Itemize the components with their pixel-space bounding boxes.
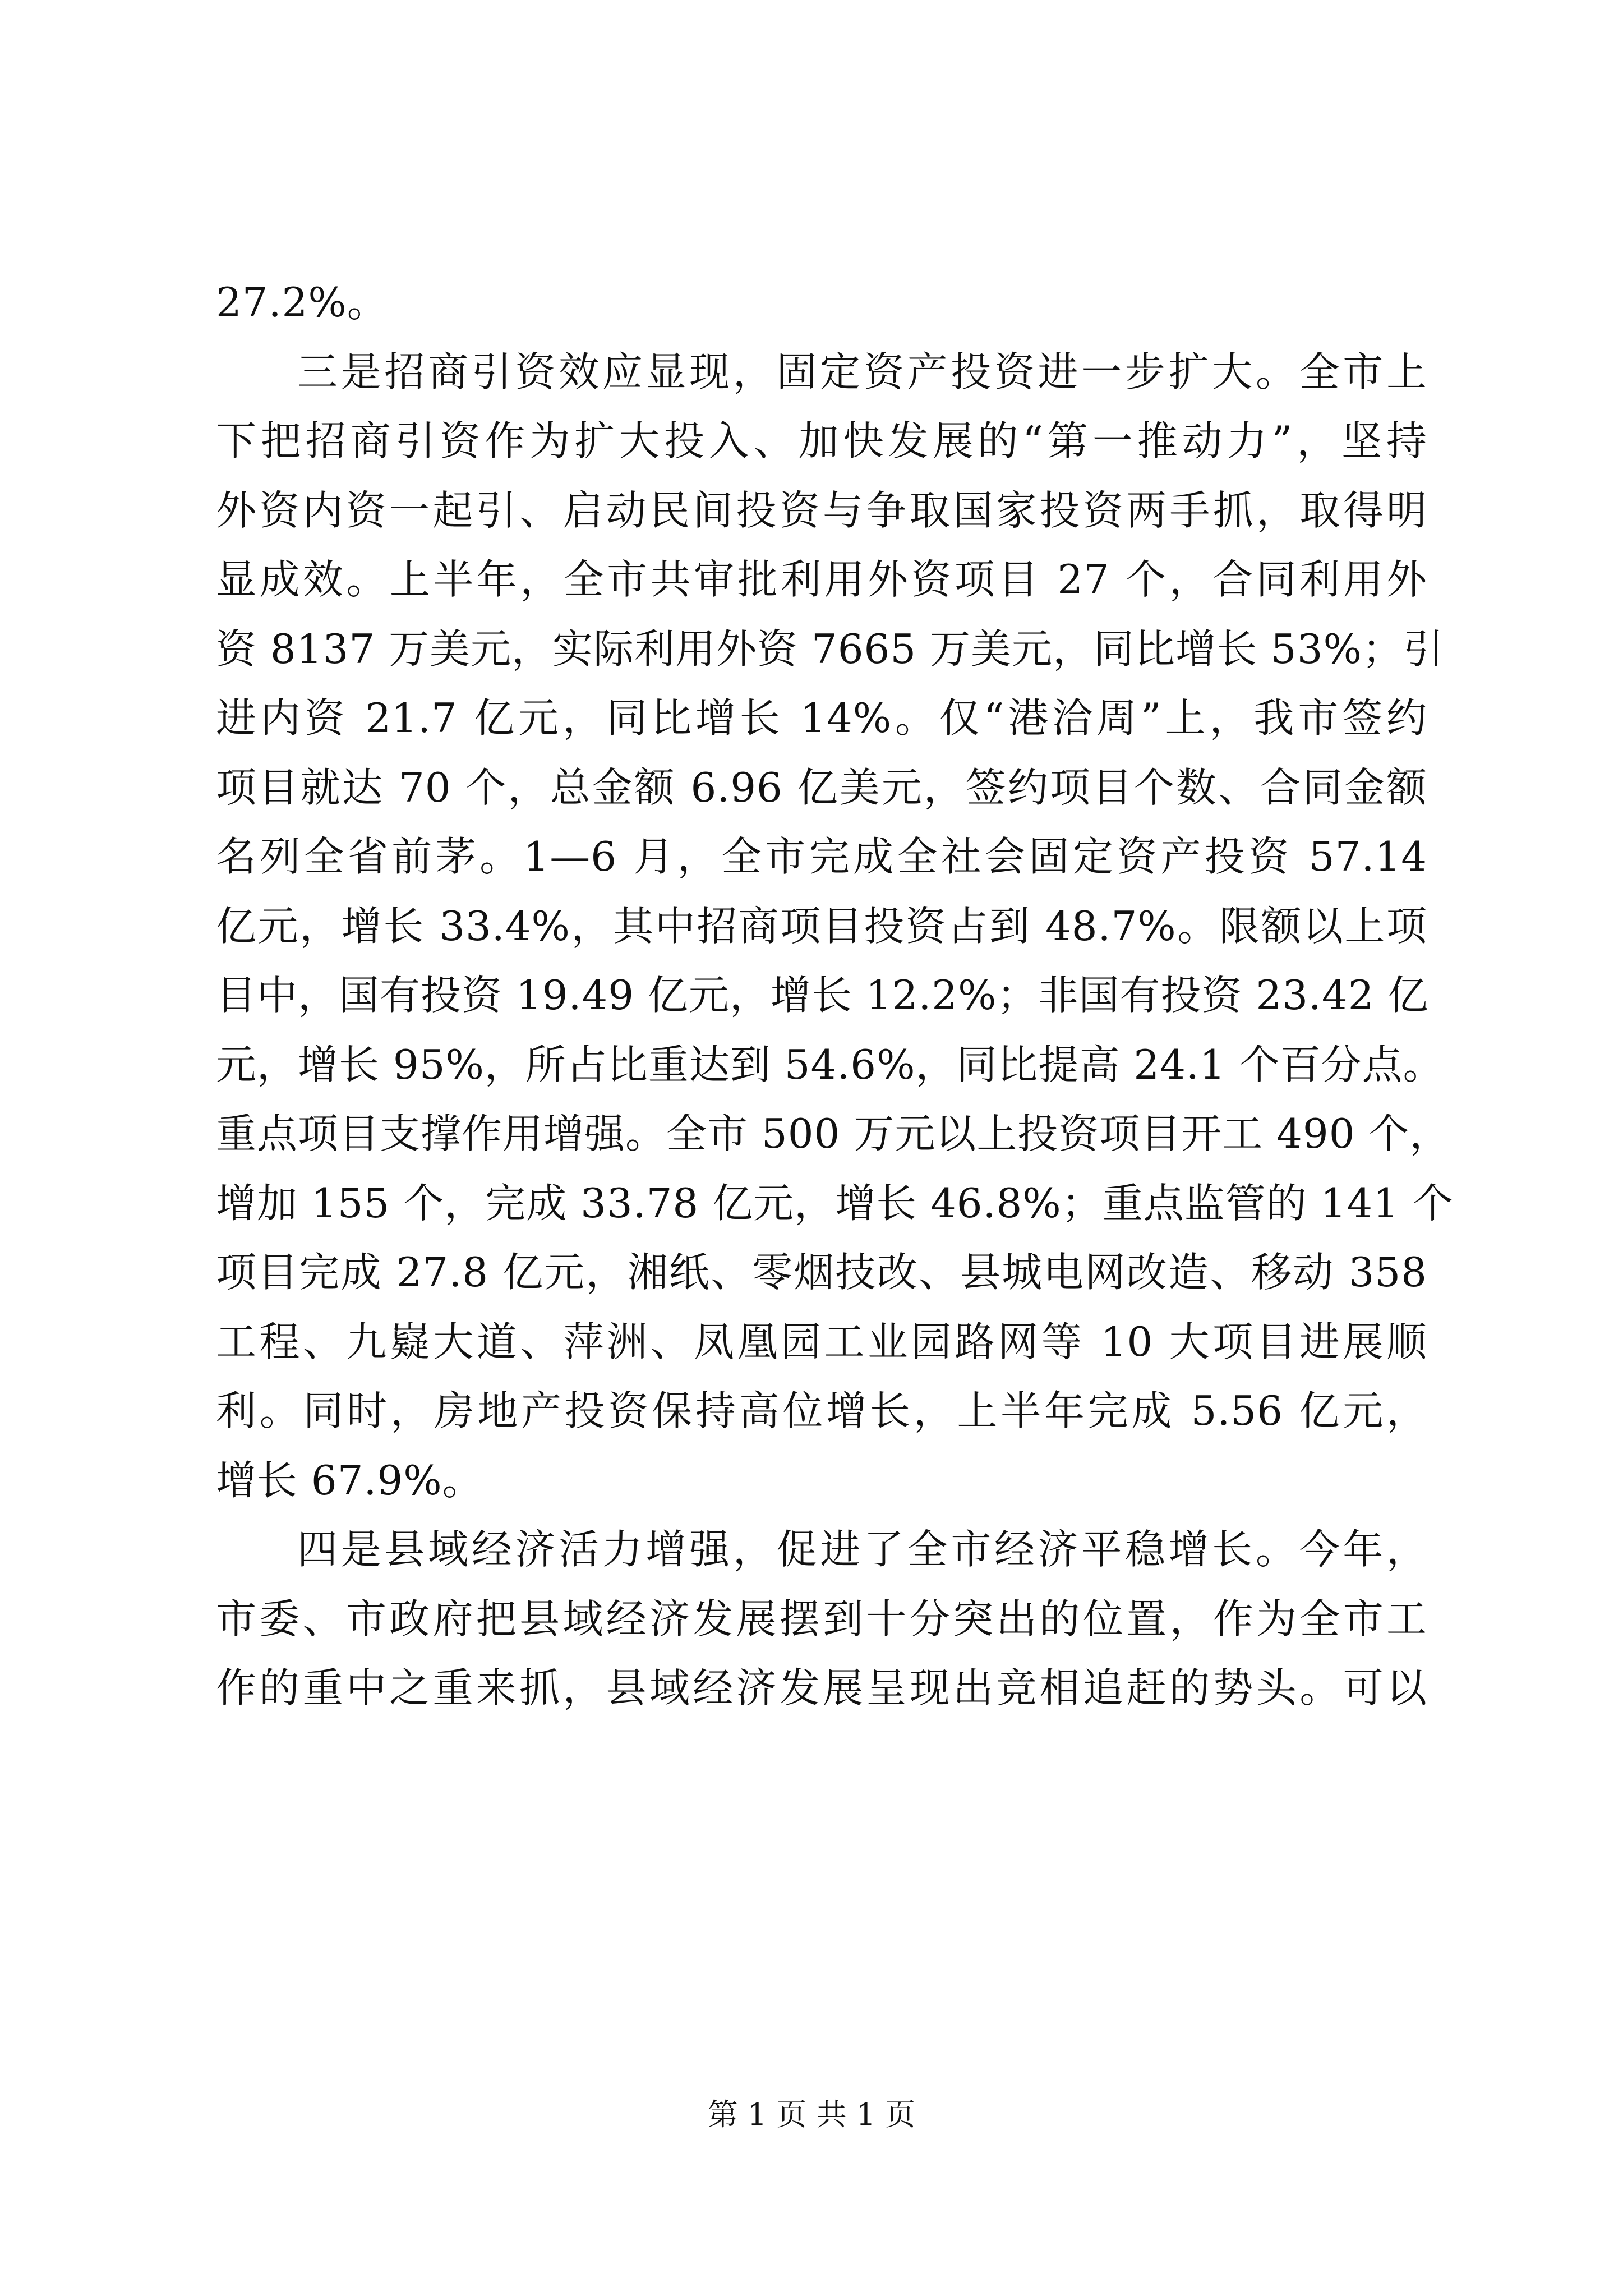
text-line: 作的重中之重来抓，县域经济发展呈现出竞相追赶的势头。可以 bbox=[216, 1664, 1427, 1711]
text-line: 外资内资一起引、启动民间投资与争取国家投资两手抓，取得明 bbox=[216, 486, 1427, 534]
text-line: 市委、市政府把县域经济发展摆到十分突出的位置，作为全市工 bbox=[216, 1595, 1427, 1642]
text-line: 工程、九嶷大道、萍洲、凤凰园工业园路网等 10 大项目进展顺 bbox=[216, 1318, 1427, 1365]
text-line: 下把招商引资作为扩大投入、加快发展的“第一推动力”，坚持 bbox=[216, 417, 1427, 464]
text-line: 27.2%。 bbox=[216, 279, 388, 326]
text-line: 显成效。上半年，全市共审批利用外资项目 27 个，合同利用外 bbox=[216, 556, 1427, 603]
text-line: 增加 155 个，完成 33.78 亿元，增长 46.8%；重点监管的 141 个 bbox=[216, 1179, 1454, 1227]
page-footer bbox=[0, 2095, 1623, 2134]
text-line: 目中，国有投资 19.49 亿元，增长 12.2%；非国有投资 23.42 亿 bbox=[216, 972, 1429, 1019]
text-line: 项目完成 27.8 亿元，湘纸、零烟技改、县城电网改造、移动 358 bbox=[216, 1249, 1427, 1296]
text-line: 项目就达 70 个，总金额 6.96 亿美元，签约项目个数、合同金额 bbox=[216, 763, 1427, 811]
text-line: 增长 67.9%。 bbox=[216, 1456, 483, 1504]
text-line: 利。同时，房地产投资保持高位增长，上半年完成 5.56 亿元， bbox=[216, 1387, 1427, 1434]
text-line: 重点项目支撑作用增强。全市 500 万元以上投资项目开工 490 个， bbox=[216, 1110, 1451, 1157]
text-line: 元，增长 95%，所占比重达到 54.6%，同比提高 24.1 个百分点。 bbox=[216, 1041, 1444, 1088]
document-body bbox=[216, 268, 1454, 1723]
paragraph-start-line: 三是招商引资效应显现，固定资产投资进一步扩大。全市上 bbox=[297, 348, 1427, 395]
text-line: 进内资 21.7 亿元，同比增长 14%。仅“港洽周”上，我市签约 bbox=[216, 694, 1427, 742]
text-line: 亿元，增长 33.4%，其中招商项目投资占到 48.7%。限额以上项 bbox=[216, 902, 1427, 950]
paragraph-start-line: 四是县域经济活力增强，促进了全市经济平稳增长。今年， bbox=[297, 1526, 1427, 1573]
text-line: 资 8137 万美元，实际利用外资 7665 万美元，同比增长 53%；引 bbox=[216, 625, 1444, 673]
text-line: 名列全省前茅。1—6 月，全市完成全社会固定资产投资 57.14 bbox=[216, 833, 1427, 880]
page-number-label: 第 1 页 共 1 页 bbox=[707, 2097, 916, 2132]
